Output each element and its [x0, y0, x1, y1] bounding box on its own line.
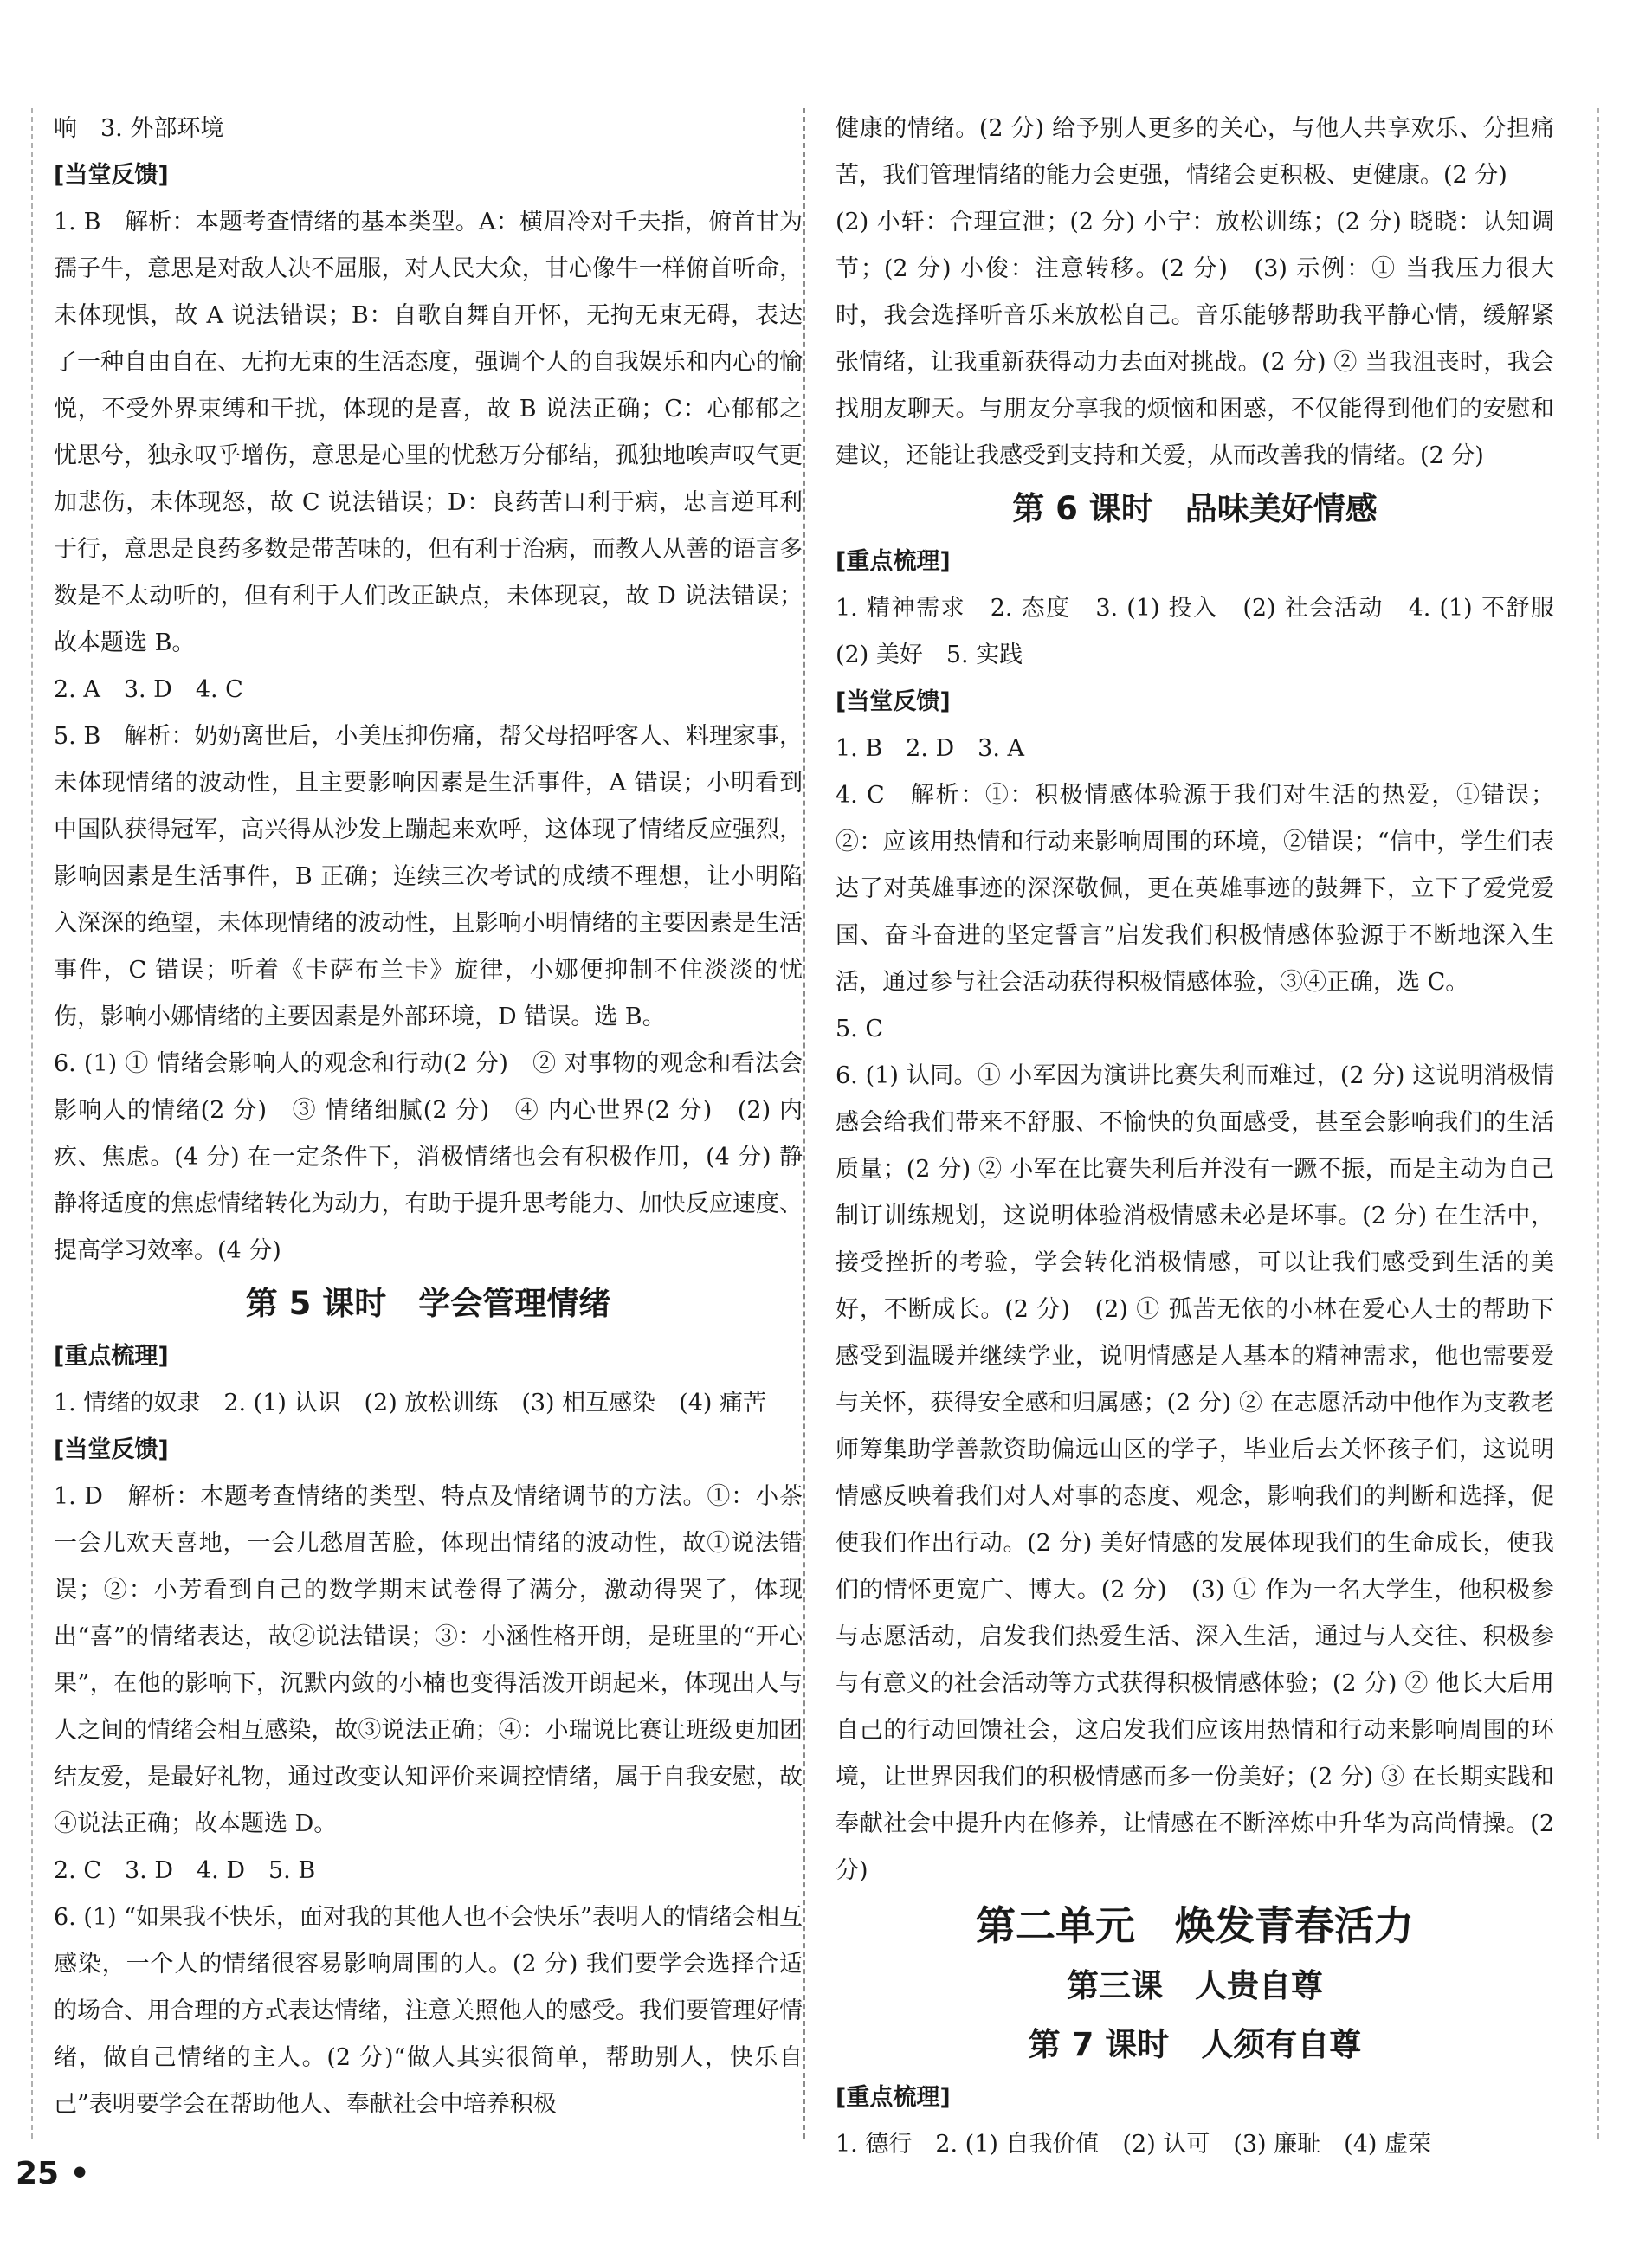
right-margin-rule — [1597, 108, 1599, 2139]
answer-paragraph: 1. 德行 2. (1) 自我价值 (2) 认可 (3) 廉耻 (4) 虚荣 — [836, 2131, 1431, 2158]
answer-paragraph: (2) 小轩：合理宣泄；(2 分) 小宁：放松训练；(2 分) 晓晓：认知调节；(2 分) 小俊：注意转移。(2 分) (3) 示例：① 当我压力很大时，我会选择听音乐来放松自己。音乐能够帮助我平静心情，缓解紧张情绪，让我重新获得动力去面对挑战。(2 分) ② 当我沮丧时，我会找朋友聊天。与朋友分享我的烦恼和困惑，不仅能得到他们的安慰和建议，还能让我感受到支持和关爱，从而改善我的情绪。(2 分) — [836, 209, 1554, 469]
answer-paragraph: 1. B 2. D 3. A — [836, 735, 1025, 762]
lesson-heading: 第三课 人贵自尊 — [1067, 1967, 1323, 2004]
answer-paragraph: 响 3. 外部环境 — [54, 115, 224, 142]
section-label: [重点梳理] — [836, 2084, 951, 2111]
answer-paragraph: 1. 精神需求 2. 态度 3. (1) 投入 (2) 社会活动 4. (1) 不舒服 (2) 美好 5. 实践 — [836, 595, 1578, 668]
page-number: 25 • — [16, 2156, 90, 2191]
answer-paragraph: 5. B 解析：奶奶离世后，小美压抑伤痛，帮父母招呼客人、料理家事，未体现情绪的波动性，且主要影响因素是生活事件，A 错误；小明看到中国队获得冠军，高兴得从沙发上蹦起来欢呼，这体现了情绪反应强烈，影响因素是生活事件，B 正确；连续三次考试的成绩不理想，让小明陷入深深的绝望，未体现情绪的波动性，且影响小明情绪的主要因素是生活事件，C 错误；听着《卡萨布兰卡》旋律，小娜便抑制不住淡淡的忧伤，影响小娜情绪的主要因素是外部环境，D 错误。选 B。 — [54, 723, 803, 1030]
answer-paragraph: 2. A 3. D 4. C — [54, 676, 243, 703]
answer-paragraph: 健康的情绪。(2 分) 给予别人更多的关心，与他人共享欢乐、分担痛苦，我们管理情绪的能力会更强，情绪会更积极、更健康。(2 分) — [836, 115, 1554, 189]
column-divider — [803, 108, 805, 2139]
answer-paragraph: 1. D 解析：本题考查情绪的类型、特点及情绪调节的方法。①：小茶一会儿欢天喜地，一会儿愁眉苦脸，体现出情绪的波动性，故①说法错误；②：小芳看到自己的数学期末试卷得了满分，激动得哭了，体现出“喜”的情绪表达，故②说法错误；③：小涵性格开朗，是班里的“开心果”，在他的影响下，沉默内敛的小楠也变得活泼开朗起来，体现出人与人之间的情绪会相互感染，故③说法正确；④：小瑞说比赛让班级更加团结友爱，是最好礼物，通过改变认知评价来调控情绪，属于自我安慰，故④说法正确；故本题选 D。 — [54, 1483, 803, 1837]
answer-paragraph: 1. B 解析：本题考查情绪的基本类型。A：横眉冷对千夫指，俯首甘为孺子牛，意思是对敌人决不屈服，对人民大众，甘心像牛一样俯首听命，未体现惧，故 A 说法错误；B：自歌自舞自开怀，无拘无束无碍，表达了一种自由自在、无拘无束的生活态度，强调个人的自我娱乐和内心的愉悦，不受外界束缚和干扰，体现的是喜，故 B 说法正确；C：心郁郁之忧思兮，独永叹乎增伤，意思是心里的忧愁万分郁结，孤独地唉声叹气更加悲伤，未体现怒，故 C 说法错误；D：良药苦口利于病，忠言逆耳利于行，意思是良药多数是带苦味的，但有利于治病，而教人从善的语言多数是不太动听的，但有利于人们改正缺点，未体现哀，故 D 说法错误；故本题选 B。 — [54, 209, 803, 656]
section-label: [重点梳理] — [836, 548, 951, 575]
answer-paragraph: 6. (1) ① 情绪会影响人的观念和行动(2 分) ② 对事物的观念和看法会影响人的情绪(2 分) ③ 情绪细腻(2 分) ④ 内心世界(2 分) (2) 内疚、焦虑。(4 分) 在一定条件下，消极情绪也会有积极作用，(4 分) 静静将适度的焦虑情绪转化为动力，有助于提升思考能力、加快反应速度、提高学习效率。(4 分) — [54, 1050, 803, 1264]
unit-heading: 第二单元 焕发青春活力 — [976, 1902, 1414, 1949]
answer-paragraph: 6. (1) “如果我不快乐，面对我的其他人也不会快乐”表明人的情绪会相互感染，一个人的情绪很容易影响周围的人。(2 分) 我们要学会选择合适的场合、用合理的方式表达情绪，注意关照他人的感受。我们要管理好情绪，做自己情绪的主人。(2 分)“做人其实很简单，帮助别人，快乐自己”表明要学会在帮助他人、奉献社会中培养积极 — [54, 1904, 803, 2118]
section-label: [当堂反馈] — [54, 1436, 169, 1463]
answer-paragraph: 6. (1) 认同。① 小军因为演讲比赛失利而难过，(2 分) 这说明消极情感会给我们带来不舒服、不愉快的负面感受，甚至会影响我们的生活质量；(2 分) ② 小军在比赛失利后并没有一蹶不振，而是主动为自己制订训练规划，这说明体验消极情感未必是坏事。(2 分) 在生活中，接受挫折的考验，学会转化消极情感，可以让我们感受到生活的美好，不断成长。(2 分) (2) ① 孤苦无依的小林在爱心人士的帮助下感受到温暖并继续学业，说明情感是人基本的精神需求，他也需要爱与关怀，获得安全感和归属感；(2 分) ② 在志愿活动中他作为支教老师筹集助学善款资助偏远山区的学子，毕业后去关怀孩子们，这说明情感反映着我们对人对事的态度、观念，影响我们的判断和选择，促使我们作出行动。(2 分) 美好情感的发展体现我们的生命成长，使我们的情怀更宽广、博大。(2 分) (3) ① 作为一名大学生，他积极参与志愿活动，启发我们热爱生活、深入生活，通过与人交往、积极参与有意义的社会活动等方式获得积极情感体验；(2 分) ② 他长大后用自己的行动回馈社会，这启发我们应该用热情和行动来影响周围的环境，让世界因我们的积极情感而多一份美好；(2 分) ③ 在长期实践和奉献社会中提升内在修养，让情感在不断淬炼中升华为高尚情操。(2 分) — [836, 1062, 1554, 1884]
answer-paragraph: 4. C 解析：①：积极情感体验源于我们对生活的热爱，①错误；②：应该用热情和行动来影响周围的环境，②错误；“信中，学生们表达了对英雄事迹的深深敬佩，更在英雄事迹的鼓舞下，立下了爱党爱国、奋斗奋进的坚定誓言”启发我们积极情感体验源于不断地深入生活，通过参与社会活动获得积极情感体验，③④正确，选 C。 — [836, 782, 1554, 996]
section-label: [重点梳理] — [54, 1343, 169, 1370]
lesson-heading: 第 6 课时 品味美好情感 — [1012, 490, 1378, 527]
right-column — [836, 106, 1578, 2168]
section-label: [当堂反馈] — [54, 162, 169, 189]
left-margin-rule — [31, 108, 33, 2139]
answer-paragraph: 5. C — [836, 1016, 884, 1042]
lesson-heading: 第 5 课时 学会管理情绪 — [245, 1285, 611, 1322]
lesson-heading: 第 7 课时 人须有自尊 — [1028, 2026, 1362, 2063]
section-label: [当堂反馈] — [836, 688, 951, 715]
left-column — [54, 106, 803, 2128]
answer-paragraph: 2. C 3. D 4. D 5. B — [54, 1857, 316, 1884]
answer-paragraph: 1. 情绪的奴隶 2. (1) 认识 (2) 放松训练 (3) 相互感染 (4) 痛苦 — [54, 1390, 766, 1416]
